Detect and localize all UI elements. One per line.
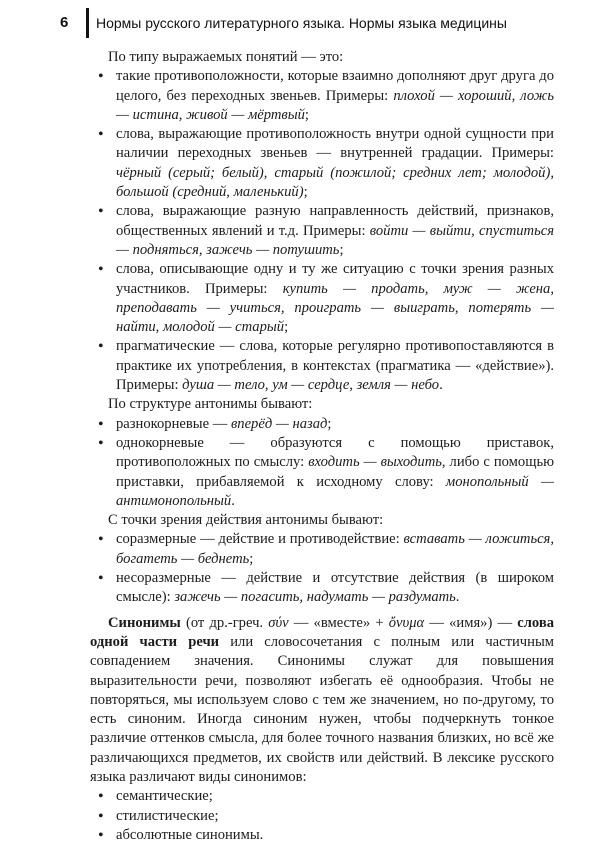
synonyms-etym-mid-2: — «имя») — xyxy=(424,614,518,631)
item-examples: войти — выйти, спуститься — подняться, зажечь — потушить xyxy=(116,222,554,258)
page-number: 6 xyxy=(60,14,69,31)
synonyms-term: Синонимы xyxy=(108,614,181,631)
item-examples: входить — выходить xyxy=(308,454,442,471)
running-title: Нормы русского литературного языка. Нормы языка медицины xyxy=(96,15,507,31)
item-tail: ; xyxy=(284,319,289,336)
item-tail: ; xyxy=(339,241,344,258)
item-text: слова, выражающие разную направленность действий, признаков, общественных явлений и т.д. Примеры: xyxy=(116,203,554,239)
meaning-types-list xyxy=(90,67,554,395)
item-examples: вставать — ложиться, богатеть — беднеть xyxy=(116,531,554,567)
item-text: несоразмерные — действие и отсутствие действия (в широком смысле): xyxy=(116,570,554,606)
action-types-list xyxy=(90,530,554,607)
list-item xyxy=(116,67,554,125)
item-tail: . xyxy=(455,589,460,606)
intro-by-structure: По структуре антонимы бывают: xyxy=(108,396,313,413)
list-item xyxy=(116,260,554,337)
item-tail: , либо с помощью приставки, прибавляемой к исходному слову: xyxy=(116,454,555,490)
item-text: разнокорневые — xyxy=(116,415,231,432)
item-examples: душа — тело, ум — сердце, земля — небо xyxy=(182,377,440,394)
intro-by-meaning: По типу выражаемых понятий — это: xyxy=(108,49,344,65)
list-item: • абсолютные синонимы. xyxy=(116,826,554,845)
list-item xyxy=(116,434,554,511)
synonyms-etym-open: (от др.-греч. xyxy=(180,614,269,631)
list-item xyxy=(116,337,554,395)
item-tail: ; xyxy=(249,550,254,567)
item-tail: . xyxy=(439,377,443,394)
item-text: слова, описывающие одну и ту же ситуацию с точки зрения разных участников. Примеры: xyxy=(116,261,554,297)
list-item xyxy=(116,202,554,260)
header-divider xyxy=(86,8,89,38)
synonyms-etym-word-2: ὄνυμα xyxy=(388,614,425,631)
list-item xyxy=(116,569,554,608)
synonym-kinds-list xyxy=(90,787,554,845)
item-examples: купить — продать, муж — жена, преподавать — учиться, проиграть — выиграть, потерять — найти, молодой — старый xyxy=(116,280,554,336)
list-item xyxy=(116,415,554,434)
item-text: соразмерные — действие и противодействие: xyxy=(116,531,404,548)
synonyms-definition: слова одной части речи xyxy=(90,614,555,650)
item-examples: вперёд — назад xyxy=(230,415,328,432)
page-body xyxy=(90,48,554,845)
list-item: • семантические; xyxy=(116,787,554,806)
item-examples-2: монопольный — антимонопольный xyxy=(116,473,554,509)
item-text: однокорневые — образуются с помощью приставок, противоположных по смыслу: xyxy=(116,434,554,471)
list-item xyxy=(116,530,554,569)
item-examples: чёрный (серый; белый), старый (пожилой; средних лет; молодой), большой (средний, маленький) xyxy=(116,164,554,201)
item-tail: ; xyxy=(327,415,332,432)
intro-by-action: С точки зрения действия антонимы бывают: xyxy=(108,512,384,529)
item-examples: плохой — хороший, ложь — истина, живой — мёртвый xyxy=(116,87,554,123)
item-tail: ; xyxy=(303,184,308,201)
item-text: слова, выражающие противоположность внутри одной сущности при наличии переходных звеньев — внутренней градации. Примеры: xyxy=(116,126,554,162)
list-item xyxy=(116,125,554,202)
synonyms-paragraph xyxy=(90,614,554,788)
item-tail-2: . xyxy=(231,492,235,509)
item-text: прагматические — слова, которые регулярно противопоставляются в практике их употребления, в контекстах (прагматика — «действие»). Примеры: xyxy=(116,338,554,394)
structure-types-list xyxy=(90,415,554,511)
item-tail: ; xyxy=(304,106,309,123)
synonyms-text: или словосочетания с полным или частичным совпадением значения. Синонимы служат для повышения выразительности речи, позволяют избегать её однообразия. Чтобы не повторяться, мы используем слово с тем же значением, но по-другому, то есть синоним. Иногда синоним нужен, чтобы подчеркнуть тонкое различие оттенков смысла, для более точного названия близких, но всё же различающихся предметов, их свойств или действий. В лексике русского языка различают виды синонимов: xyxy=(90,633,554,785)
page-header xyxy=(60,6,580,40)
synonyms-etym-mid-1: — «вместе» + xyxy=(288,614,389,631)
list-item: • стилистические; xyxy=(116,807,554,826)
synonyms-etym-word-1: σύν xyxy=(268,614,289,631)
item-text: такие противоположности, которые взаимно дополняют друг друга до целого, без переходных звеньев. Примеры: xyxy=(116,68,554,104)
item-examples: зажечь — погасить, надумать — раздумать xyxy=(174,589,456,606)
